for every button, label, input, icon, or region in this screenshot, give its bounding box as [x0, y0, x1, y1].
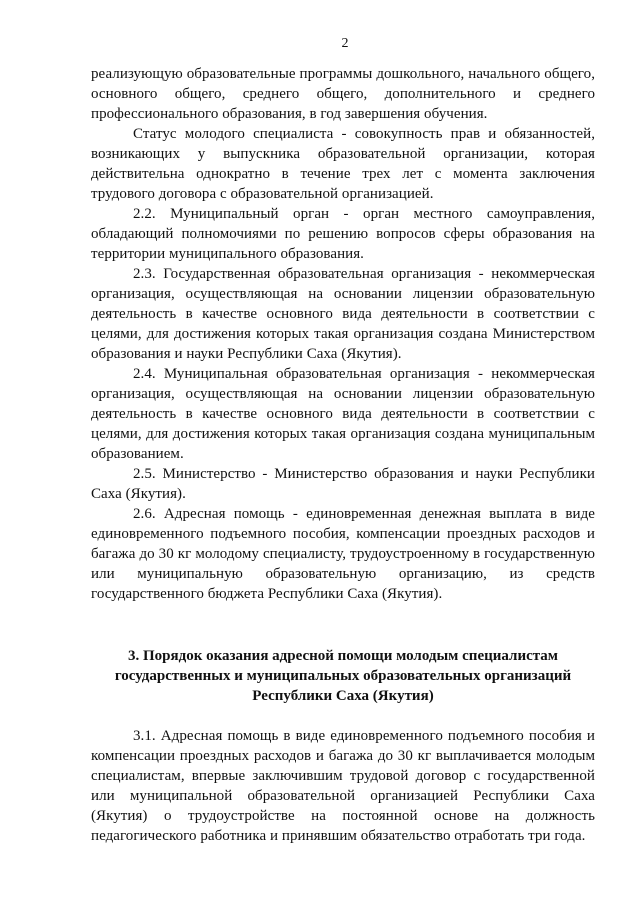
paragraph-2-2: 2.2. Муниципальный орган - орган местного самоуправления, обладающий полномочиями по решению вопросов сферы образования на территории муниципального образования. [91, 206, 595, 262]
section-heading-line: Республики Саха (Якутия) [252, 688, 434, 704]
paragraph-2-6: 2.6. Адресная помощь - единовременная денежная выплата в виде единовременного подъемного пособия, компенсации проездных расходов и багажа до 30 кг молодому специалисту, трудоустроенному в государственную или муниципальную образовательную организацию, из средств государственного бюджета Республики Саха (Якутия). [91, 506, 595, 602]
paragraph-2-5: 2.5. Министерство - Министерство образования и науки Республики Саха (Якутия). [91, 466, 595, 502]
section-heading-line: 3. Порядок оказания адресной помощи молодым специалистам [127, 648, 559, 664]
page-number: 2 [341, 36, 349, 51]
paragraph-continuation: реализующую образовательные программы дошкольного, начального общего, основного общего, среднего общего, дополнительного и среднего профессионального образования, в год завершения обучения. [91, 66, 595, 122]
paragraph-3-1: 3.1. Адресная помощь в виде единовременного подъемного пособия и компенсации проездных расходов и багажа до 30 кг выплачивается молодым специалистам, впервые заключившим трудовой договор с государственной или муниципальной образовательной организацией Республики Саха (Якутия) о трудоустройстве на постоянной основе на должность педагогического работника и принявшим обязательство отработать три года. [91, 728, 595, 844]
section-3-heading [91, 646, 595, 706]
section-heading-line: государственных и муниципальных образовательных организаций [114, 668, 572, 684]
definitions-block [91, 64, 595, 604]
paragraph-2-4: 2.4. Муниципальная образовательная организация - некоммерческая организация, осуществляющая на основании лицензии образовательную деятельность в качестве основного вида деятельности в соответствии с целями, для достижения которых такая организация создана муниципальным образованием. [91, 366, 595, 462]
paragraph-young-specialist-status: Статус молодого специалиста - совокупность прав и обязанностей, возникающих у выпускника образовательной организации, которая действительна однократно в течение трех лет с момента заключения трудового договора с образовательной организацией. [91, 126, 595, 202]
paragraph-2-3: 2.3. Государственная образовательная организация - некоммерческая организация, осуществляющая на основании лицензии образовательную деятельность в качестве основного вида деятельности в соответствии с целями, для достижения которых такая организация создана Министерством образования и науки Республики Саха (Якутия). [91, 266, 595, 362]
